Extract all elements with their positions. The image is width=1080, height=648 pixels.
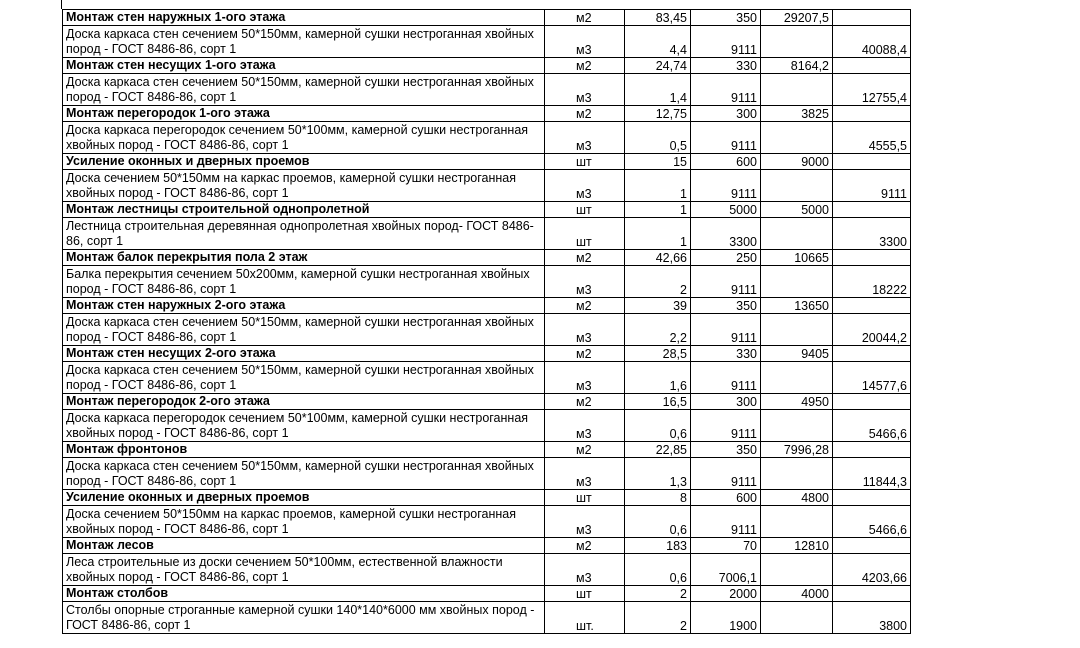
price-cell: 9111	[691, 410, 761, 442]
quantity-cell: 8	[625, 490, 691, 506]
work-row	[63, 58, 911, 74]
material-total-cell: 5466,6	[833, 506, 911, 538]
material-total-cell: 18222	[833, 266, 911, 298]
work-name-cell: Доска каркаса перегородок сечением 50*100мм, камерной сушки нестроганная хвойных пород - ГОСТ 8486-86, сорт 1	[63, 410, 545, 442]
work-sum-cell: 9405	[761, 346, 833, 362]
material-total-cell	[833, 154, 911, 170]
work-name-cell: Доска сечением 50*150мм на каркас проемов, камерной сушки нестроганная хвойных пород - ГОСТ 8486-86, сорт 1	[63, 170, 545, 202]
work-sum-cell: 4000	[761, 586, 833, 602]
work-row	[63, 298, 911, 314]
work-sum-cell: 3825	[761, 106, 833, 122]
quantity-cell: 1	[625, 202, 691, 218]
material-total-cell: 40088,4	[833, 26, 911, 58]
material-total-cell	[833, 202, 911, 218]
work-sum-cell: 8164,2	[761, 58, 833, 74]
work-name-cell: Усиление оконных и дверных проемов	[63, 490, 545, 506]
price-cell: 300	[691, 106, 761, 122]
unit-cell: м3	[545, 554, 625, 586]
work-name-cell: Монтаж перегородок 2-ого этажа	[63, 394, 545, 410]
material-total-cell: 5466,6	[833, 410, 911, 442]
unit-cell: шт.	[545, 602, 625, 634]
material-total-cell: 4555,5	[833, 122, 911, 154]
material-total-cell	[833, 538, 911, 554]
price-cell: 9111	[691, 266, 761, 298]
material-row	[63, 602, 911, 634]
work-row	[63, 442, 911, 458]
work-name-cell: Лестница строительная деревянная однопролетная хвойных пород- ГОСТ 8486-86, сорт 1	[63, 218, 545, 250]
work-name-cell: Монтаж стен наружных 1-ого этажа	[63, 10, 545, 26]
price-cell: 9111	[691, 74, 761, 106]
material-total-cell: 3300	[833, 218, 911, 250]
price-cell: 1900	[691, 602, 761, 634]
unit-cell: м2	[545, 346, 625, 362]
price-cell: 9111	[691, 314, 761, 346]
estimate-table	[62, 9, 911, 634]
quantity-cell: 15	[625, 154, 691, 170]
material-total-cell: 20044,2	[833, 314, 911, 346]
material-total-cell: 14577,6	[833, 362, 911, 394]
unit-cell: м3	[545, 362, 625, 394]
work-name-cell: Монтаж лесов	[63, 538, 545, 554]
work-name-cell: Доска каркаса перегородок сечением 50*100мм, камерной сушки нестроганная хвойных пород - ГОСТ 8486-86, сорт 1	[63, 122, 545, 154]
quantity-cell: 4,4	[625, 26, 691, 58]
quantity-cell: 22,85	[625, 442, 691, 458]
material-row	[63, 74, 911, 106]
material-total-cell	[833, 250, 911, 266]
work-row	[63, 10, 911, 26]
material-row	[63, 218, 911, 250]
unit-cell: м3	[545, 26, 625, 58]
price-cell: 600	[691, 154, 761, 170]
material-total-cell: 12755,4	[833, 74, 911, 106]
work-sum-cell: 29207,5	[761, 10, 833, 26]
unit-cell: м3	[545, 170, 625, 202]
quantity-cell: 0,5	[625, 122, 691, 154]
unit-cell: м2	[545, 394, 625, 410]
work-row	[63, 250, 911, 266]
material-row	[63, 506, 911, 538]
unit-cell: м3	[545, 458, 625, 490]
work-sum-cell	[761, 170, 833, 202]
quantity-cell: 12,75	[625, 106, 691, 122]
material-row	[63, 266, 911, 298]
work-sum-cell	[761, 554, 833, 586]
work-name-cell: Доска каркаса стен сечением 50*150мм, камерной сушки нестроганная хвойных пород - ГОСТ 8486-86, сорт 1	[63, 458, 545, 490]
material-total-cell	[833, 346, 911, 362]
work-name-cell: Монтаж стен несущих 2-ого этажа	[63, 346, 545, 362]
quantity-cell: 0,6	[625, 554, 691, 586]
work-sum-cell: 12810	[761, 538, 833, 554]
work-sum-cell: 4800	[761, 490, 833, 506]
quantity-cell: 1,3	[625, 458, 691, 490]
work-name-cell: Доска каркаса стен сечением 50*150мм, камерной сушки нестроганная хвойных пород - ГОСТ 8486-86, сорт 1	[63, 74, 545, 106]
quantity-cell: 2	[625, 586, 691, 602]
unit-cell: м2	[545, 250, 625, 266]
work-name-cell: Усиление оконных и дверных проемов	[63, 154, 545, 170]
price-cell: 350	[691, 442, 761, 458]
material-row	[63, 458, 911, 490]
work-sum-cell: 7996,28	[761, 442, 833, 458]
work-row	[63, 154, 911, 170]
work-sum-cell: 9000	[761, 154, 833, 170]
work-name-cell: Леса строительные из доски сечением 50*100мм, естественной влажности хвойных пород - ГОСТ 8486-86, сорт 1	[63, 554, 545, 586]
unit-cell: шт	[545, 586, 625, 602]
material-row	[63, 26, 911, 58]
work-sum-cell	[761, 458, 833, 490]
material-total-cell: 4203,66	[833, 554, 911, 586]
work-name-cell: Монтаж фронтонов	[63, 442, 545, 458]
work-sum-cell: 4950	[761, 394, 833, 410]
work-name-cell: Доска каркаса стен сечением 50*150мм, камерной сушки нестроганная хвойных пород - ГОСТ 8486-86, сорт 1	[63, 314, 545, 346]
material-row	[63, 554, 911, 586]
work-name-cell: Монтаж стен несущих 1-ого этажа	[63, 58, 545, 74]
price-cell: 350	[691, 10, 761, 26]
quantity-cell: 24,74	[625, 58, 691, 74]
material-total-cell	[833, 106, 911, 122]
unit-cell: м3	[545, 410, 625, 442]
quantity-cell: 2,2	[625, 314, 691, 346]
unit-cell: м3	[545, 314, 625, 346]
work-name-cell: Монтаж лестницы строительной однопролетной	[63, 202, 545, 218]
work-row	[63, 490, 911, 506]
work-name-cell: Монтаж балок перекрытия пола 2 этаж	[63, 250, 545, 266]
work-sum-cell: 10665	[761, 250, 833, 266]
quantity-cell: 83,45	[625, 10, 691, 26]
quantity-cell: 16,5	[625, 394, 691, 410]
material-total-cell	[833, 298, 911, 314]
work-row	[63, 586, 911, 602]
work-name-cell: Доска сечением 50*150мм на каркас проемов, камерной сушки нестроганная хвойных пород - ГОСТ 8486-86, сорт 1	[63, 506, 545, 538]
material-row	[63, 170, 911, 202]
work-name-cell: Столбы опорные строганные камерной сушки 140*140*6000 мм хвойных пород - ГОСТ 8486-86, сорт 1	[63, 602, 545, 634]
unit-cell: м2	[545, 298, 625, 314]
unit-cell: м3	[545, 266, 625, 298]
work-sum-cell	[761, 26, 833, 58]
work-row	[63, 394, 911, 410]
material-total-cell	[833, 442, 911, 458]
quantity-cell: 2	[625, 266, 691, 298]
unit-cell: шт	[545, 490, 625, 506]
work-sum-cell	[761, 506, 833, 538]
work-sum-cell	[761, 314, 833, 346]
estimate-rows	[63, 10, 911, 634]
material-total-cell	[833, 58, 911, 74]
quantity-cell: 1,6	[625, 362, 691, 394]
price-cell: 330	[691, 58, 761, 74]
material-row	[63, 410, 911, 442]
work-sum-cell	[761, 122, 833, 154]
quantity-cell: 183	[625, 538, 691, 554]
price-cell: 2000	[691, 586, 761, 602]
price-cell: 9111	[691, 170, 761, 202]
material-row	[63, 122, 911, 154]
material-total-cell: 3800	[833, 602, 911, 634]
unit-cell: шт	[545, 154, 625, 170]
material-total-cell	[833, 586, 911, 602]
unit-cell: м3	[545, 122, 625, 154]
unit-cell: м2	[545, 106, 625, 122]
quantity-cell: 0,6	[625, 410, 691, 442]
quantity-cell: 0,6	[625, 506, 691, 538]
work-sum-cell	[761, 266, 833, 298]
material-total-cell: 11844,3	[833, 458, 911, 490]
sheet-edge	[61, 0, 62, 9]
work-name-cell: Доска каркаса стен сечением 50*150мм, камерной сушки нестроганная хвойных пород - ГОСТ 8486-86, сорт 1	[63, 26, 545, 58]
price-cell: 3300	[691, 218, 761, 250]
price-cell: 600	[691, 490, 761, 506]
unit-cell: шт	[545, 218, 625, 250]
material-total-cell	[833, 394, 911, 410]
quantity-cell: 39	[625, 298, 691, 314]
unit-cell: м2	[545, 442, 625, 458]
quantity-cell: 2	[625, 602, 691, 634]
unit-cell: шт	[545, 202, 625, 218]
price-cell: 9111	[691, 506, 761, 538]
work-name-cell: Монтаж столбов	[63, 586, 545, 602]
material-row	[63, 362, 911, 394]
quantity-cell: 28,5	[625, 346, 691, 362]
work-row	[63, 202, 911, 218]
price-cell: 9111	[691, 362, 761, 394]
price-cell: 330	[691, 346, 761, 362]
work-sum-cell: 13650	[761, 298, 833, 314]
work-sum-cell	[761, 602, 833, 634]
price-cell: 5000	[691, 202, 761, 218]
price-cell: 70	[691, 538, 761, 554]
unit-cell: м3	[545, 74, 625, 106]
price-cell: 9111	[691, 122, 761, 154]
material-total-cell: 9111	[833, 170, 911, 202]
price-cell: 7006,1	[691, 554, 761, 586]
material-total-cell	[833, 10, 911, 26]
work-row	[63, 106, 911, 122]
work-row	[63, 346, 911, 362]
unit-cell: м3	[545, 506, 625, 538]
work-name-cell: Монтаж перегородок 1-ого этажа	[63, 106, 545, 122]
quantity-cell: 1	[625, 170, 691, 202]
unit-cell: м2	[545, 10, 625, 26]
unit-cell: м2	[545, 58, 625, 74]
work-row	[63, 538, 911, 554]
work-sum-cell	[761, 218, 833, 250]
work-sum-cell: 5000	[761, 202, 833, 218]
price-cell: 300	[691, 394, 761, 410]
work-name-cell: Балка перекрытия сечением 50х200мм, камерной сушки нестроганная хвойных пород - ГОСТ 8486-86, сорт 1	[63, 266, 545, 298]
quantity-cell: 1	[625, 218, 691, 250]
work-sum-cell	[761, 74, 833, 106]
price-cell: 350	[691, 298, 761, 314]
quantity-cell: 42,66	[625, 250, 691, 266]
work-name-cell: Монтаж стен наружных 2-ого этажа	[63, 298, 545, 314]
price-cell: 9111	[691, 458, 761, 490]
price-cell: 250	[691, 250, 761, 266]
material-row	[63, 314, 911, 346]
work-name-cell: Доска каркаса стен сечением 50*150мм, камерной сушки нестроганная хвойных пород - ГОСТ 8486-86, сорт 1	[63, 362, 545, 394]
material-total-cell	[833, 490, 911, 506]
work-sum-cell	[761, 362, 833, 394]
work-sum-cell	[761, 410, 833, 442]
price-cell: 9111	[691, 26, 761, 58]
quantity-cell: 1,4	[625, 74, 691, 106]
unit-cell: м2	[545, 538, 625, 554]
